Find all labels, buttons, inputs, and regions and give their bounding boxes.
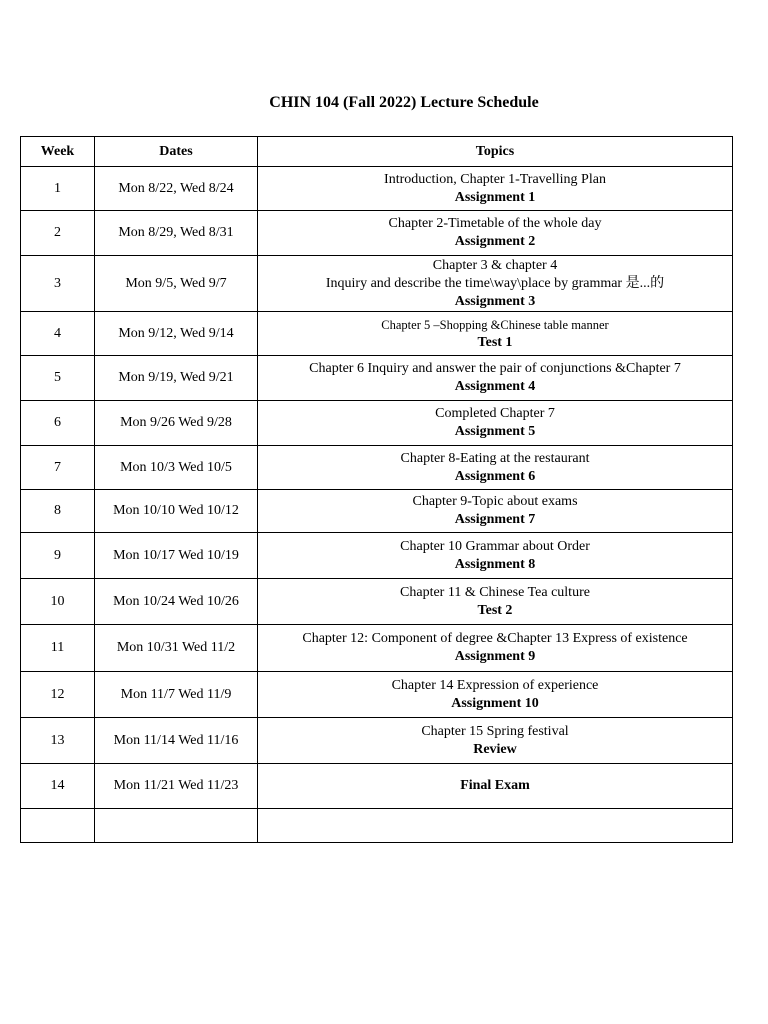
table-row <box>21 625 733 672</box>
assessment-label: Final Exam <box>460 778 530 793</box>
topics-column-header: Topics <box>258 137 733 167</box>
table-row <box>21 809 733 843</box>
table-row <box>21 256 733 312</box>
dates-cell: Mon 10/10 Wed 10/12 <box>95 490 258 533</box>
assessment-label: Assignment 8 <box>454 556 536 572</box>
dates-cell: Mon 10/17 Wed 10/19 <box>95 533 258 579</box>
assessment-label: Test 1 <box>477 334 513 350</box>
table-header-row <box>21 137 733 167</box>
dates-cell: Mon 9/26 Wed 9/28 <box>95 401 258 446</box>
topic-text: Chapter 5 –Shopping &Chinese table manner <box>381 317 609 332</box>
topics-cell <box>258 446 733 490</box>
week-cell: 11 <box>21 625 95 672</box>
topic-text: Chapter 8-Eating at the restaurant <box>400 450 590 466</box>
topics-cell <box>258 672 733 718</box>
assessment-label: Assignment 2 <box>454 234 536 249</box>
assessment-label: Assignment 10 <box>451 695 539 711</box>
topic-text: Inquiry and describe the time\way\place by grammar 是...的 <box>325 275 665 291</box>
topic-text: Chapter 12: Component of degree &Chapter 13 Express of existence <box>302 631 688 646</box>
table-body <box>21 167 733 843</box>
topics-cell <box>258 256 733 312</box>
topics-cell <box>258 211 733 256</box>
topic-text: Chapter 3 & chapter 4 <box>432 257 558 273</box>
table-row <box>21 672 733 718</box>
week-cell: 13 <box>21 718 95 764</box>
topic-text: Chapter 14 Expression of experience <box>391 677 599 693</box>
topic-text: Chapter 15 Spring festival <box>421 723 569 739</box>
assessment-label: Review <box>473 741 517 757</box>
week-cell: 8 <box>21 490 95 533</box>
topics-cell <box>258 533 733 579</box>
topics-cell <box>258 579 733 625</box>
table-row <box>21 490 733 533</box>
topics-cell <box>258 167 733 211</box>
week-cell: 6 <box>21 401 95 446</box>
topics-cell <box>258 401 733 446</box>
topic-text: Completed Chapter 7 <box>435 406 555 421</box>
week-cell: 7 <box>21 446 95 490</box>
dates-cell: Mon 10/31 Wed 11/2 <box>95 625 258 672</box>
dates-cell: Mon 9/12, Wed 9/14 <box>95 312 258 356</box>
assessment-label: Assignment 7 <box>454 512 536 527</box>
week-cell: 3 <box>21 256 95 312</box>
topic-text: Chapter 9-Topic about exams <box>412 494 578 509</box>
lecture-schedule-table <box>20 136 733 843</box>
dates-cell: Mon 11/7 Wed 11/9 <box>95 672 258 718</box>
table-row <box>21 533 733 579</box>
topic-text: Chapter 10 Grammar about Order <box>400 538 590 554</box>
assessment-label: Assignment 3 <box>454 293 536 309</box>
assessment-label: Assignment 4 <box>454 379 536 394</box>
dates-cell: Mon 8/22, Wed 8/24 <box>95 167 258 211</box>
week-cell: 10 <box>21 579 95 625</box>
topics-cell <box>258 764 733 809</box>
topic-text: Chapter 6 Inquiry and answer the pair of conjunctions &Chapter 7 <box>309 361 681 376</box>
table-row <box>21 718 733 764</box>
table-row <box>21 312 733 356</box>
topics-cell <box>258 356 733 401</box>
topic-text: Chapter 2-Timetable of the whole day <box>388 216 602 231</box>
table-row <box>21 764 733 809</box>
topics-cell <box>258 718 733 764</box>
dates-cell: Mon 11/21 Wed 11/23 <box>95 764 258 809</box>
table-row <box>21 356 733 401</box>
week-cell: 4 <box>21 312 95 356</box>
table-row <box>21 446 733 490</box>
dates-cell: Mon 8/29, Wed 8/31 <box>95 211 258 256</box>
topics-cell <box>258 312 733 356</box>
dates-cell <box>95 809 258 843</box>
week-cell: 9 <box>21 533 95 579</box>
week-cell: 12 <box>21 672 95 718</box>
assessment-label: Assignment 1 <box>454 189 536 205</box>
week-cell <box>21 809 95 843</box>
table-row <box>21 579 733 625</box>
dates-cell: Mon 10/3 Wed 10/5 <box>95 446 258 490</box>
dates-cell: Mon 10/24 Wed 10/26 <box>95 579 258 625</box>
week-cell: 5 <box>21 356 95 401</box>
week-cell: 14 <box>21 764 95 809</box>
dates-cell: Mon 9/19, Wed 9/21 <box>95 356 258 401</box>
topics-cell <box>258 490 733 533</box>
assessment-label: Assignment 9 <box>454 649 536 664</box>
dates-column-header: Dates <box>95 137 258 167</box>
assessment-label: Assignment 6 <box>454 468 536 484</box>
week-cell: 1 <box>21 167 95 211</box>
dates-cell: Mon 9/5, Wed 9/7 <box>95 256 258 312</box>
page-title: CHIN 104 (Fall 2022) Lecture Schedule <box>269 94 539 111</box>
assessment-label: Assignment 5 <box>454 424 536 439</box>
table-row <box>21 401 733 446</box>
topic-text: Introduction, Chapter 1-Travelling Plan <box>384 171 606 187</box>
topics-cell <box>258 809 733 843</box>
topics-cell <box>258 625 733 672</box>
dates-cell: Mon 11/14 Wed 11/16 <box>95 718 258 764</box>
week-cell: 2 <box>21 211 95 256</box>
week-column-header: Week <box>21 137 95 167</box>
table-row <box>21 211 733 256</box>
topic-text: Chapter 11 & Chinese Tea culture <box>400 584 590 600</box>
assessment-label: Test 2 <box>477 602 513 618</box>
table-row <box>21 167 733 211</box>
